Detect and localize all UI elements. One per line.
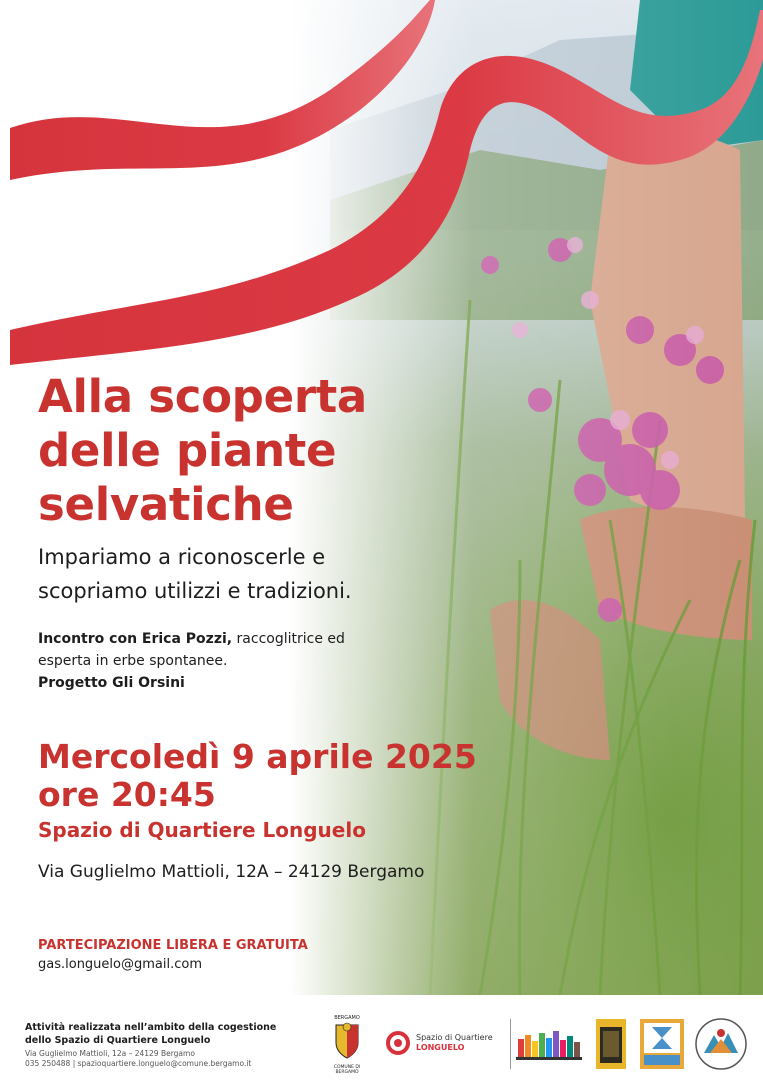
footer-divider [510,1019,511,1069]
host-role: raccoglitrice ed [232,631,345,647]
footer [0,995,763,1080]
footer-line: Attività realizzata nell’ambito della cogestione [25,1022,277,1033]
spazio-quartiere-logo [386,1031,506,1057]
spazio-swirl-icon [386,1031,410,1055]
community-circle-logo [694,1017,748,1071]
event-subtitle [38,540,458,608]
bergamo-logo-top: BERGAMO [334,1015,360,1021]
event-address: Via Guglielmo Mattioli, 12A – 24129 Bergamo [38,862,425,882]
event-time: ore 20:45 [38,775,216,814]
red-ribbon-decoration [0,0,763,400]
subtitle-line: Impariamo a riconoscerle e [38,545,326,569]
subtitle-line: scopriamo utilizzi e tradizioni. [38,579,352,603]
spazio-logo-line1: Spazio di Quartiere [416,1033,493,1042]
event-date: Mercoledì 9 aprile 2025 [38,737,477,776]
host-name: Incontro con Erica Pozzi, [38,631,233,647]
title-line: delle piante [38,424,337,477]
host-line-2: esperta in erbe spontanee. [38,653,228,669]
footer-line: dello Spazio di Quartiere Longuelo [25,1035,211,1046]
bergamo-crest-icon [322,1021,372,1061]
book-logo [596,1019,626,1069]
participation-note: PARTECIPAZIONE LIBERA E GRATUITA [38,938,308,953]
event-venue: Spazio di Quartiere Longuelo [38,818,366,842]
bergamo-logo-bottom: COMUNE DI BERGAMO [333,1065,361,1075]
host-info [38,628,438,694]
event-datetime [38,738,477,814]
hourglass-logo [640,1019,684,1069]
contact-email[interactable]: gas.longuelo@gmail.com [38,957,202,972]
title-line: selvatiche [38,478,294,531]
host-line [38,628,438,650]
event-title [38,370,508,532]
project-name: Progetto Gli Orsini [38,675,185,691]
footer-address: Via Guglielmo Mattioli, 12a – 24129 Bergamo [25,1049,195,1058]
skyline-logo [516,1029,582,1061]
footer-text [25,1021,276,1069]
footer-contact: 035 250488 | spazioquartiere.longuelo@comune.bergamo.it [25,1059,252,1068]
title-line: Alla scoperta [38,370,367,423]
spazio-logo-line2: LONGUELO [416,1043,465,1052]
comune-bergamo-logo [322,1015,372,1073]
